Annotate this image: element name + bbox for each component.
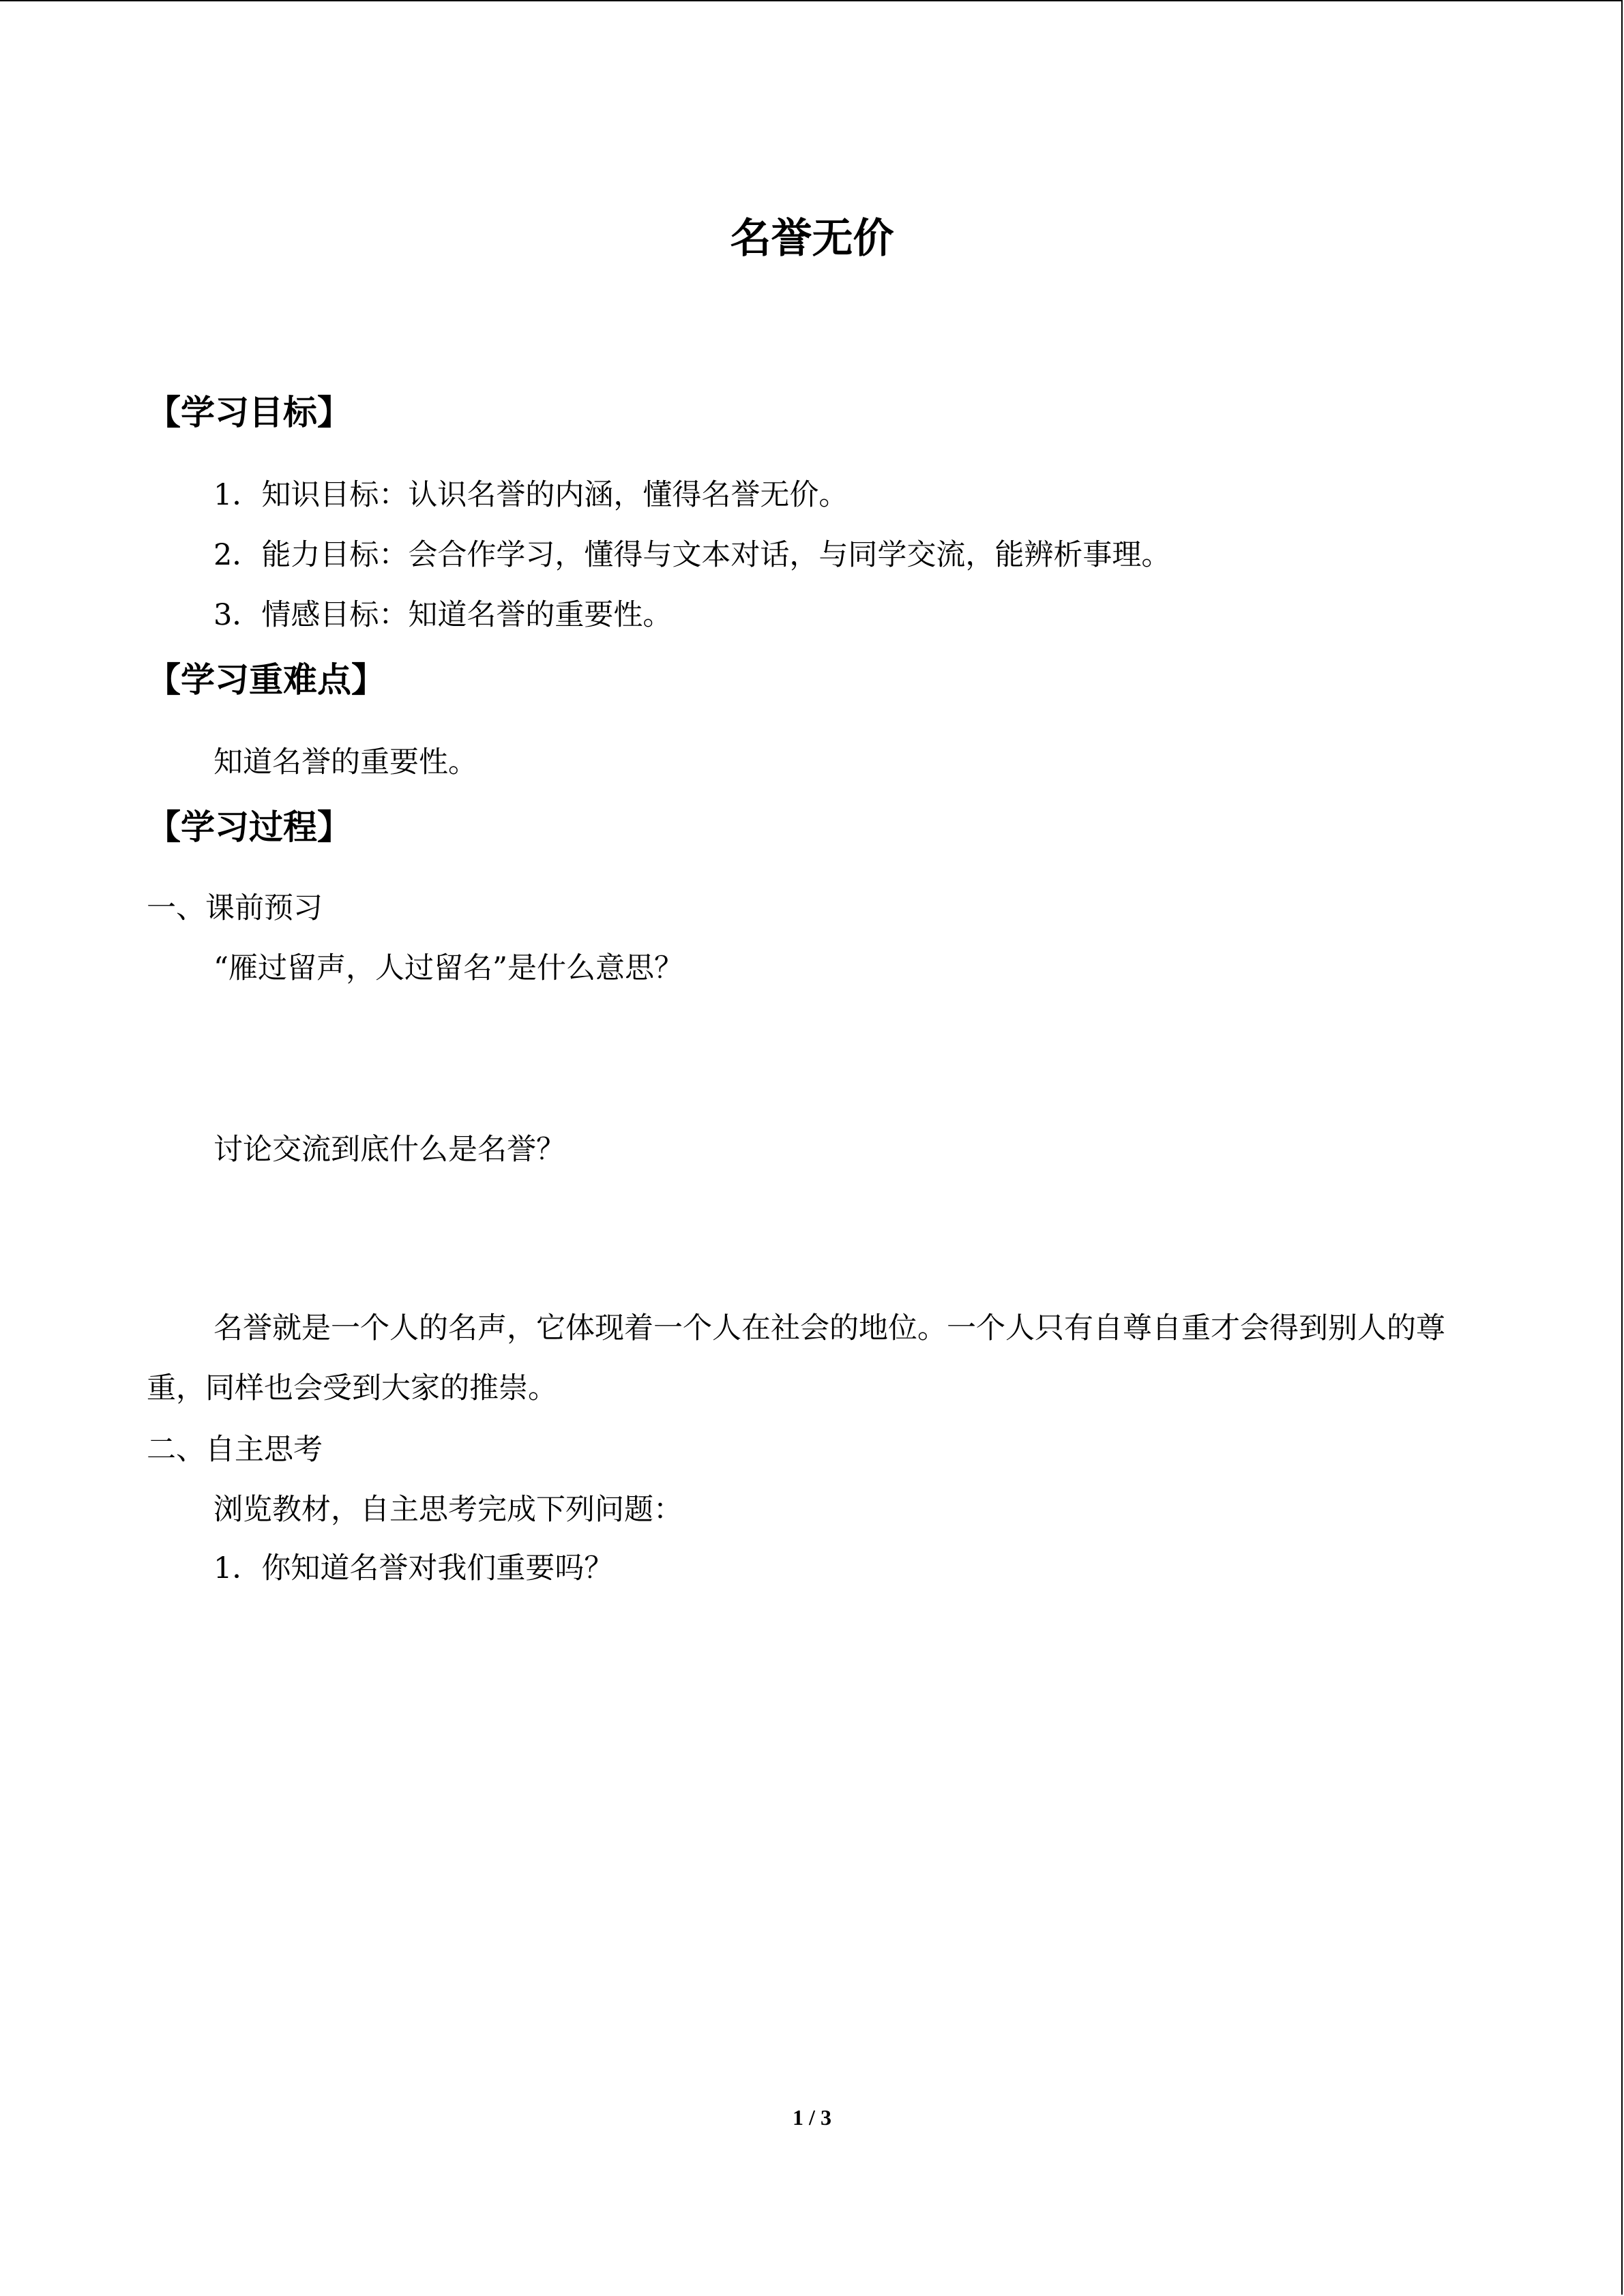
part2-title: 二、自主思考: [147, 1433, 323, 1467]
part2-question-1: 1．你知道名誉对我们重要吗？: [213, 1551, 614, 1585]
objectives-heading: 【学习目标】: [147, 393, 351, 432]
objective-item-3: 3．情感目标：知道名誉的重要性。: [213, 598, 673, 632]
process-heading: 【学习过程】: [147, 807, 351, 847]
part2-instruction: 浏览教材，自主思考完成下列问题：: [213, 1493, 683, 1527]
key-points-text: 知道名誉的重要性。: [213, 745, 477, 779]
objective-item-2: 2．能力目标：会合作学习，懂得与文本对话，与同学交流，能辨析事理。: [213, 538, 1171, 572]
key-points-heading: 【学习重难点】: [147, 660, 385, 700]
part1-question-1: “雁过留声，人过留名”是什么意思？: [213, 951, 683, 985]
objective-item-1: 1．知识目标：认识名誉的内涵，懂得名誉无价。: [213, 478, 848, 512]
part1-question-2: 讨论交流到底什么是名誉？: [213, 1133, 565, 1167]
document-title: 名誉无价: [730, 215, 894, 263]
page-number: 1 / 3: [793, 2105, 831, 2130]
part1-title: 一、课前预习: [147, 891, 323, 925]
part1-paragraph: 名誉就是一个人的名声，它体现着一个人在社会的地位。一个人只有自尊自重才会得到别人的尊重，同样也会受到大家的推崇。: [147, 1311, 1445, 1405]
